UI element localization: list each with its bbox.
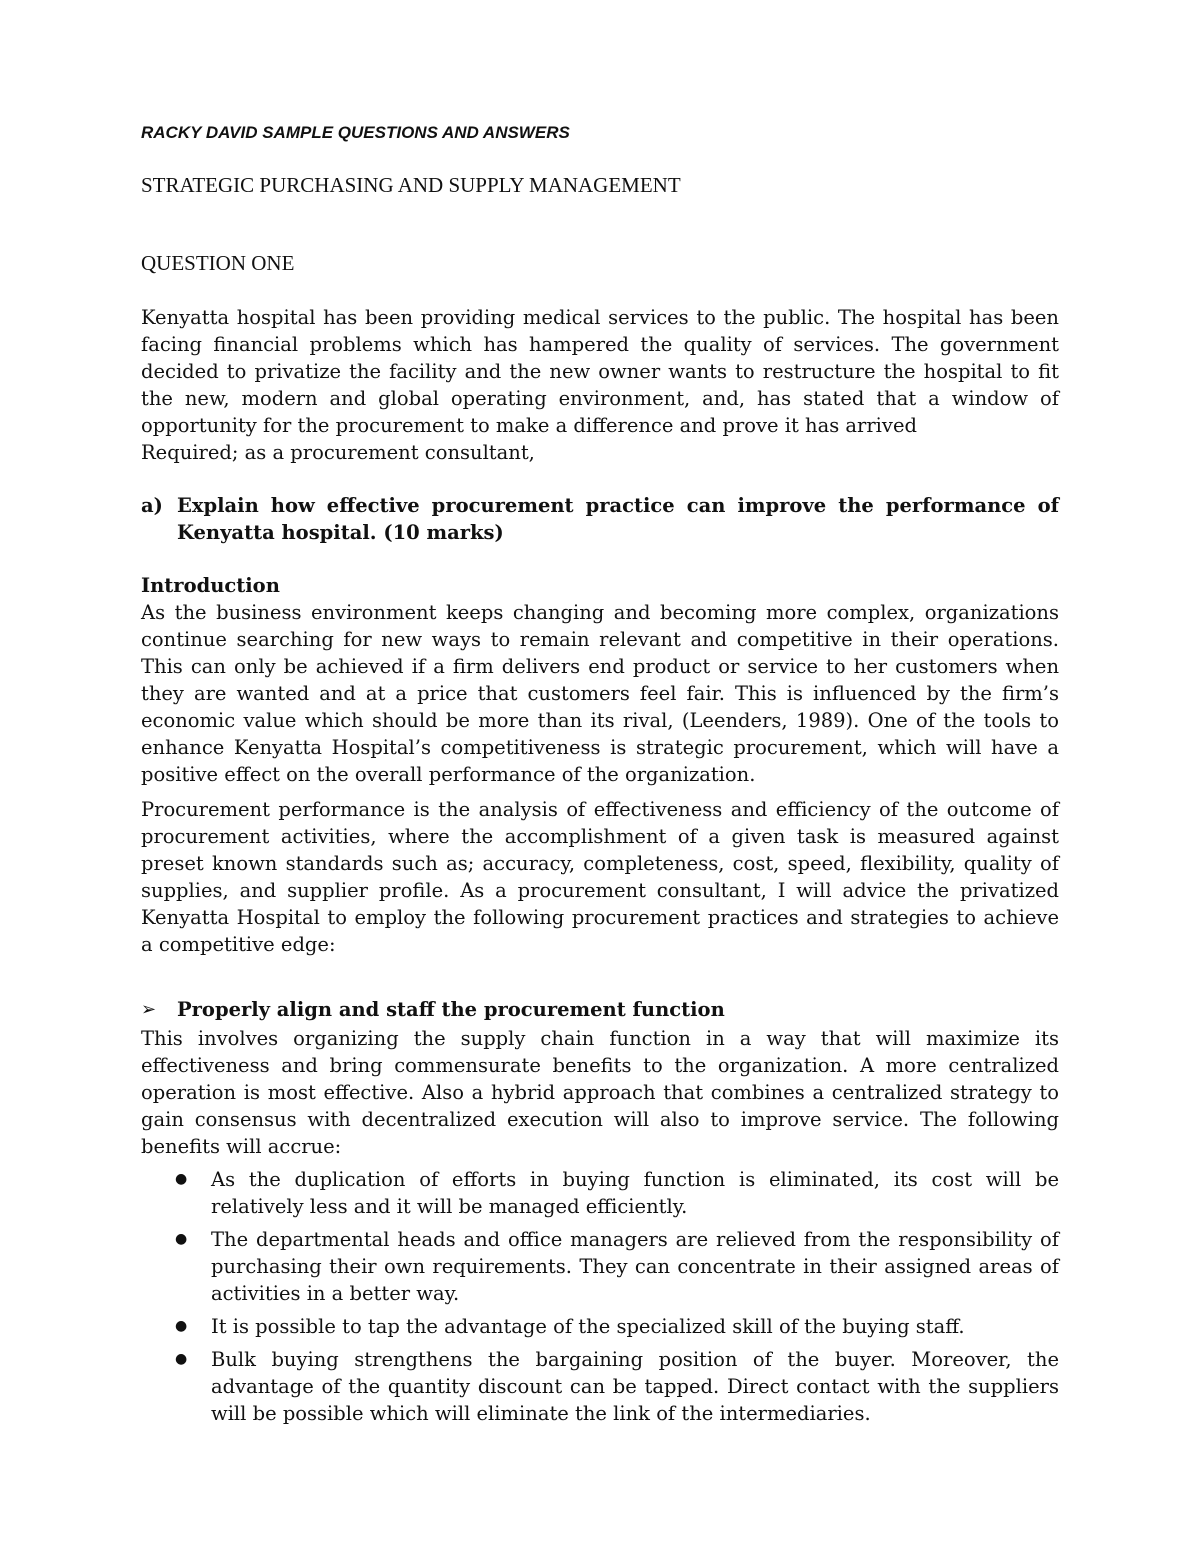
list-item: [141, 1166, 1059, 1220]
part-a-question: [141, 492, 1059, 546]
benefit-text: The departmental heads and office managers are relieved from the responsibility of purchasing their own requirements. They can concentrate in their assigned areas of activities in a better way.: [211, 1228, 1059, 1305]
scenario-paragraph: Kenyatta hospital has been providing medical services to the public. The hospital has been facing financial problems which has hampered the quality of services. The government decided to privatize the facility and the new owner wants to restructure the hospital to fit the new, modern and global operating environment, and, has stated that a window of opportunity for the procurement to make a difference and prove it has arrived: [141, 306, 1059, 437]
introduction-heading: Introduction: [141, 574, 280, 597]
practice-heading-row: [141, 996, 1059, 1023]
subject-heading: STRATEGIC PURCHASING AND SUPPLY MANAGEMENT: [141, 173, 681, 197]
list-item: [141, 1226, 1059, 1307]
part-a-text: Explain how effective procurement practice can improve the performance of Kenyatta hospital. (10 marks): [177, 494, 1059, 544]
arrow-bullet-icon: ➢: [141, 999, 157, 1020]
benefit-text: Bulk buying strengthens the bargaining position of the buyer. Moreover, the advantage of the quantity discount can be tapped. Direct contact with the suppliers will be possible which will eliminate the link of the intermediaries.: [211, 1348, 1059, 1425]
document-page: [141, 118, 1059, 1427]
list-item: [141, 1346, 1059, 1427]
bullet-icon: ●: [175, 1171, 188, 1187]
benefits-list: [141, 1166, 1059, 1427]
practice-heading: Properly align and staff the procurement function: [177, 998, 725, 1021]
benefit-text: It is possible to tap the advantage of the specialized skill of the buying staff.: [211, 1315, 965, 1338]
list-item: [141, 1313, 1059, 1340]
introduction-paragraph-2: Procurement performance is the analysis of effectiveness and efficiency of the outcome of procurement activities, where the accomplishment of a given task is measured against preset known standards such as; accuracy, completeness, cost, speed, flexibility, quality of supplies, and supplier profile. As a procurement consultant, I will advice the privatized Kenyatta Hospital to employ the following procurement practices and strategies to achieve a competitive edge:: [141, 798, 1059, 956]
practice-body: This involves organizing the supply chain function in a way that will maximize its effectiveness and bring commensurate benefits to the organization. A more centralized operation is most effective. Also a hybrid approach that combines a centralized strategy to gain consensus with decentralized execution will also to improve service. The following benefits will accrue:: [141, 1027, 1059, 1158]
bullet-icon: ●: [175, 1318, 188, 1334]
document-title: RACKY DAVID SAMPLE QUESTIONS AND ANSWERS: [141, 123, 570, 142]
bullet-icon: ●: [175, 1351, 188, 1367]
introduction-paragraph-1: As the business environment keeps changing and becoming more complex, organizations continue searching for new ways to remain relevant and competitive in their operations. This can only be achieved if a firm delivers end product or service to her customers when they are wanted and at a price that customers feel fair. This is influenced by the firm’s economic value which should be more than its rival, (Leenders, 1989). One of the tools to enhance Kenyatta Hospital’s competitiveness is strategic procurement, which will have a positive effect on the overall performance of the organization.: [141, 601, 1059, 786]
question-heading: QUESTION ONE: [141, 251, 295, 275]
part-a-label: a): [141, 494, 163, 517]
benefit-text: As the duplication of efforts in buying function is eliminated, its cost will be relatively less and it will be managed efficiently.: [211, 1168, 1059, 1218]
bullet-icon: ●: [175, 1231, 188, 1247]
required-line: Required; as a procurement consultant,: [141, 441, 535, 464]
